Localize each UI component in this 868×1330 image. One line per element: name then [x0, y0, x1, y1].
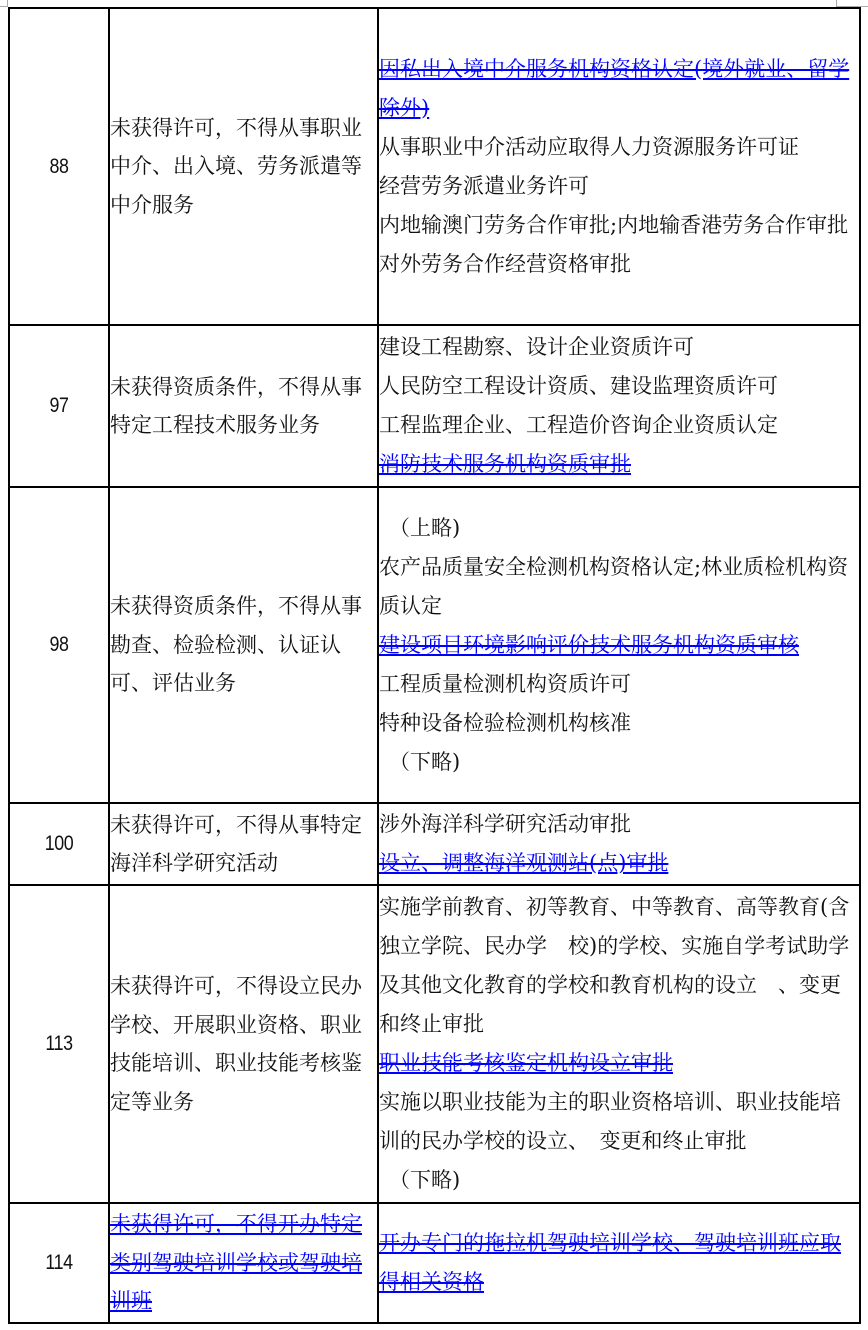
item: 因私出入境中介服务机构资格认定(境外就业、留学除外) [379, 56, 850, 120]
item: 设立、调整海洋观测站(点)审批 [379, 851, 669, 875]
row-description: 未获得许可，不得设立民办学校、开展职业资格、职业技能培训、职业技能考核鉴定等业务 [109, 885, 378, 1203]
permit-table [8, 7, 861, 1324]
item: 人民防空工程设计资质、建设监理资质许可 [379, 374, 778, 398]
item: 建设工程勘察、设计企业资质许可 [379, 335, 694, 359]
item: 职业技能考核鉴定机构设立审批 [379, 1051, 673, 1075]
item: 特种设备检验检测机构核准 [379, 710, 631, 735]
item: 消防技术服务机构资质审批 [379, 452, 631, 476]
item: 农产品质量安全检测机构资格认定;林业质检机构资质认定 [379, 554, 849, 618]
item: 经营劳务派遣业务许可 [379, 173, 589, 198]
row-items [378, 8, 860, 325]
item: 实施以职业技能为主的职业资格培训、职业技能培训的民办学校的设立、 变更和终止审批 [379, 1090, 841, 1153]
table-row [9, 325, 860, 487]
item: 工程监理企业、工程造价咨询企业资质认定 [379, 413, 778, 437]
item: （下略) [389, 749, 461, 774]
table-row [9, 1203, 860, 1323]
item: 涉外海洋科学研究活动审批 [379, 812, 631, 836]
permit-table-body [9, 8, 860, 1323]
row-items [378, 487, 860, 803]
table-row [9, 803, 860, 885]
page-corner-mark-left [0, 0, 8, 7]
item: 对外劳务合作经营资格审批 [379, 251, 631, 276]
item: 内地输澳门劳务合作审批;内地输香港劳务合作审批 [379, 212, 849, 237]
item: （上略) [389, 515, 461, 540]
row-description: 未获得资质条件，不得从事勘查、检验检测、认证认可、评估业务 [109, 487, 378, 803]
row-items [378, 803, 860, 885]
item: 建设项目环境影响评价技术服务机构资质审核 [379, 632, 799, 657]
row-description: 未获得许可，不得从事特定海洋科学研究活动 [109, 803, 378, 885]
page-corner-mark-right [836, 0, 868, 7]
row-number: 88 [17, 8, 102, 325]
table-row [9, 487, 860, 803]
table-row [9, 8, 860, 325]
item: 实施学前教育、初等教育、中等教育、高等教育(含独立学院、民办学 校)的学校、实施自学考试助学及其他文化教育的学校和教育机构的设立 、变更和终止审批 [379, 895, 850, 1036]
row-number: 98 [17, 487, 102, 803]
row-description: 未获得许可，不得从事职业中介、出入境、劳务派遣等中介服务 [109, 8, 378, 325]
row-items [378, 885, 860, 1203]
item: 从事职业中介活动应取得人力资源服务许可证 [379, 134, 799, 159]
row-number: 100 [17, 803, 102, 885]
item: 工程质量检测机构资质许可 [379, 671, 631, 696]
row-number: 113 [17, 885, 102, 1203]
item: 开办专门的拖拉机驾驶培训学校、驾驶培训班应取得相关资格 [379, 1231, 841, 1294]
table-row [9, 885, 860, 1203]
row-description: 未获得许可，不得开办特定类别驾驶培训学校或驾驶培训班 [109, 1203, 378, 1323]
row-number: 97 [17, 325, 102, 487]
row-items [378, 325, 860, 487]
row-number: 114 [17, 1203, 102, 1323]
row-description: 未获得资质条件，不得从事特定工程技术服务业务 [109, 325, 378, 487]
row-items [378, 1203, 860, 1323]
item: （下略) [389, 1168, 461, 1192]
